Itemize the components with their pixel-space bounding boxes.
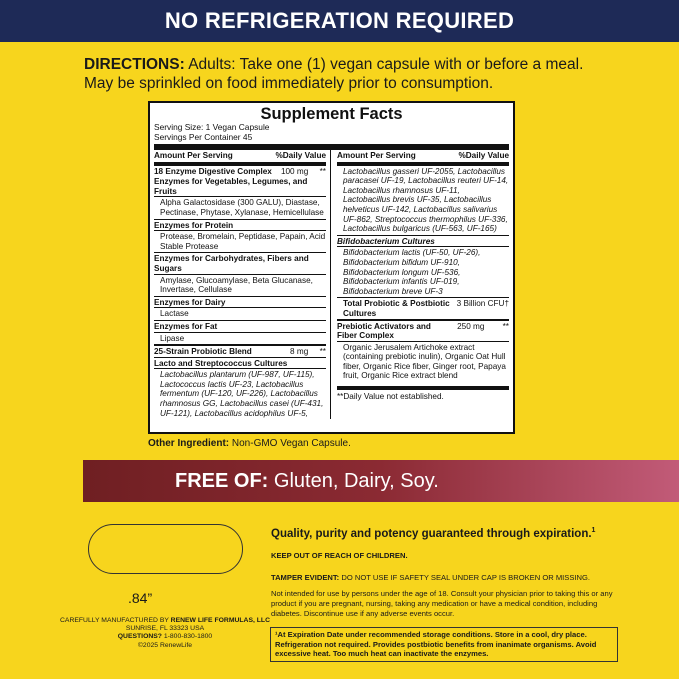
fat-enzymes-header: Enzymes for Fat xyxy=(154,320,326,332)
bifido-strain: Bifidobacterium infantis UF-019, xyxy=(343,277,460,287)
bifido-strain: Bifidobacterium lactis (UF-50, UF-26), xyxy=(343,248,481,258)
dv-header: %Daily Value xyxy=(458,151,509,160)
bifido-cultures-list xyxy=(337,246,509,297)
capsule-size: .84” xyxy=(128,590,153,606)
quality-statement: Quality, purity and potency guaranteed through expiration.$^1$ xyxy=(271,527,596,540)
enzyme-complex-name: 18 Enzyme Digestive Complex xyxy=(154,166,272,176)
probiotic-blend-row xyxy=(154,344,326,357)
enzyme-complex-row xyxy=(154,166,326,177)
dv-header: %Daily Value xyxy=(275,151,326,160)
manufacturer-line: CAREFULLY MANUFACTURED BY RENEW LIFE FORMULAS, LLC xyxy=(60,617,270,624)
serving-size: Serving Size: 1 Vegan Capsule xyxy=(154,122,270,132)
total-probiotic-name: Total Probiotic & Postbiotic Cultures xyxy=(343,299,450,318)
tamper-evident: TAMPER EVIDENT: DO NOT USE IF SAFETY SEAL UNDER CAP IS BROKEN OR MISSING. xyxy=(271,573,591,582)
carb-enzymes-list: Amylase, Glucoamylase, Beta Glucanase, Invertase, Cellulase xyxy=(154,274,326,296)
manufacturer-address: SUNRISE, FL 33323 USA xyxy=(125,625,205,633)
daily-value-footnote: **Daily Value not established. xyxy=(337,386,509,402)
manufacturer-phone: QUESTIONS? 1-800-830-1800 xyxy=(117,633,213,641)
probiotic-blend-name: 25-Strain Probiotic Blend xyxy=(154,347,252,357)
bifido-strain: Bifidobacterium bifidum UF-910, xyxy=(343,257,460,267)
facts-title: Supplement Facts xyxy=(260,105,403,123)
prebiotic-name: Prebiotic Activators and Fiber Complex xyxy=(337,321,431,341)
veg-enzymes-header: Enzymes for Vegetables, Legumes, and Fruits xyxy=(154,177,308,196)
free-of-banner xyxy=(83,460,679,502)
free-of-label: FREE OF: xyxy=(175,470,269,492)
protein-enzymes-list: Protease, Bromelain, Peptidase, Papain, Acid Stable Protease xyxy=(154,230,326,252)
directions-label: DIRECTIONS: xyxy=(84,56,185,73)
carb-enzymes-header: Enzymes for Carbohydrates, Fibers and Sugars xyxy=(154,252,326,273)
other-ingredient xyxy=(148,438,351,449)
quality-footnote-mark: 1 xyxy=(591,527,596,534)
facts-column-right xyxy=(337,150,509,419)
bifido-cultures-header: Bifidobacterium Cultures xyxy=(337,235,509,247)
dairy-enzymes-header: Enzymes for Dairy xyxy=(154,296,326,308)
total-probiotic-row xyxy=(337,297,509,318)
amount-header: Amount Per Serving xyxy=(154,151,233,160)
usage-warning: Not intended for use by persons under the age of 18. Consult your physician prior to taking this or any product if you are pregnant, nursing, taking any medication or have a medical condition, including diabetes. Discontinue use if any adverse events occur. xyxy=(271,589,613,618)
dairy-enzymes-list: Lactase xyxy=(154,307,326,320)
other-ingredient-text: Non-GMO Vegan Capsule. xyxy=(229,438,351,449)
probiotic-blend-amount: 8 mg ** xyxy=(290,347,326,357)
directions-text: Adults: Take one (1) vegan capsule with or before a meal. May be sprinkled on food immediately prior to consumption. xyxy=(84,56,584,92)
column-header xyxy=(337,150,509,166)
bifido-strain: Bifidobacterium longum UF-536, xyxy=(343,267,461,277)
manufacturer-info xyxy=(60,617,270,650)
facts-columns xyxy=(154,150,509,419)
copyright: ©2025 RenewLife xyxy=(137,641,193,649)
capsule-outline-icon xyxy=(88,524,243,574)
lacto-cultures-header: Lacto and Streptococcus Cultures xyxy=(154,357,326,369)
keep-out-warning: KEEP OUT OF REACH OF CHILDREN. xyxy=(271,551,408,560)
top-banner: NO REFRIGERATION REQUIRED xyxy=(0,0,679,42)
expiration-note: ¹At Expiration Date under recommended storage conditions. Store in a cool, dry place. Refrigeration not required. Provides postbiotic benefits from inanimate organisms. Avoid excessive heat. Too much heat can inactivate the enzymes. xyxy=(270,627,618,662)
facts-column-left xyxy=(154,150,331,419)
directions xyxy=(84,55,594,93)
bifido-strain: Bifidobacterium breve UF-3 xyxy=(343,286,443,296)
supplement-facts-panel xyxy=(148,101,515,434)
fat-enzymes-list: Lipase xyxy=(154,332,326,345)
prebiotic-list: Organic Jerusalem Artichoke extract (containing prebiotic inulin), Organic Oat Hull fiber, Organic Rice fiber, Ginger root, Papaya fruit, Organic Rice extract blend xyxy=(337,341,509,382)
free-of-text: Gluten, Dairy, Soy. xyxy=(268,470,439,492)
column-header xyxy=(154,150,326,166)
amount-header: Amount Per Serving xyxy=(337,151,416,160)
servings-per-container: Servings Per Container 45 xyxy=(154,131,253,142)
veg-enzymes-list: Alpha Galactosidase (300 GALU), Diastase, Pectinase, Phytase, Xylanase, Hemicellulase xyxy=(154,196,326,218)
total-probiotic-value: 3 Billion CFU† xyxy=(456,299,509,309)
protein-enzymes-header: Enzymes for Protein xyxy=(154,219,326,231)
enzyme-complex-amount: 100 mg ** xyxy=(280,166,326,176)
other-ingredient-label: Other Ingredient: xyxy=(148,438,230,449)
lacto-cultures-list: Lactobacillus plantarum (UF-987, UF-115), Lactococcus lactis UF-23, Lactobacillus fermentum (UF-120, UF-226), Lactobacillus rhamnosus GG, Lactobacillus casei (UF-431, UF-121), Lactobacillus acidophilus UF-5, xyxy=(154,368,326,419)
prebiotic-row xyxy=(337,319,509,341)
lacto-cultures-list-cont: Lactobacillus gasseri UF-2055, Lactobacillus paracasei UF-19, Lactobacillus reuteri UF-14, Lactobacillus rhamnosus UF-11, Lactobacillus brevis UF-35, Lactobacillus helveticus UF-142, Lactobacillus salivarius UF-862, Streptococcus thermophilus UF-336, Lactobacillus bulgaricus (UF-563, UF-165) xyxy=(343,166,509,234)
prebiotic-amount: 250 mg ** xyxy=(457,321,509,331)
